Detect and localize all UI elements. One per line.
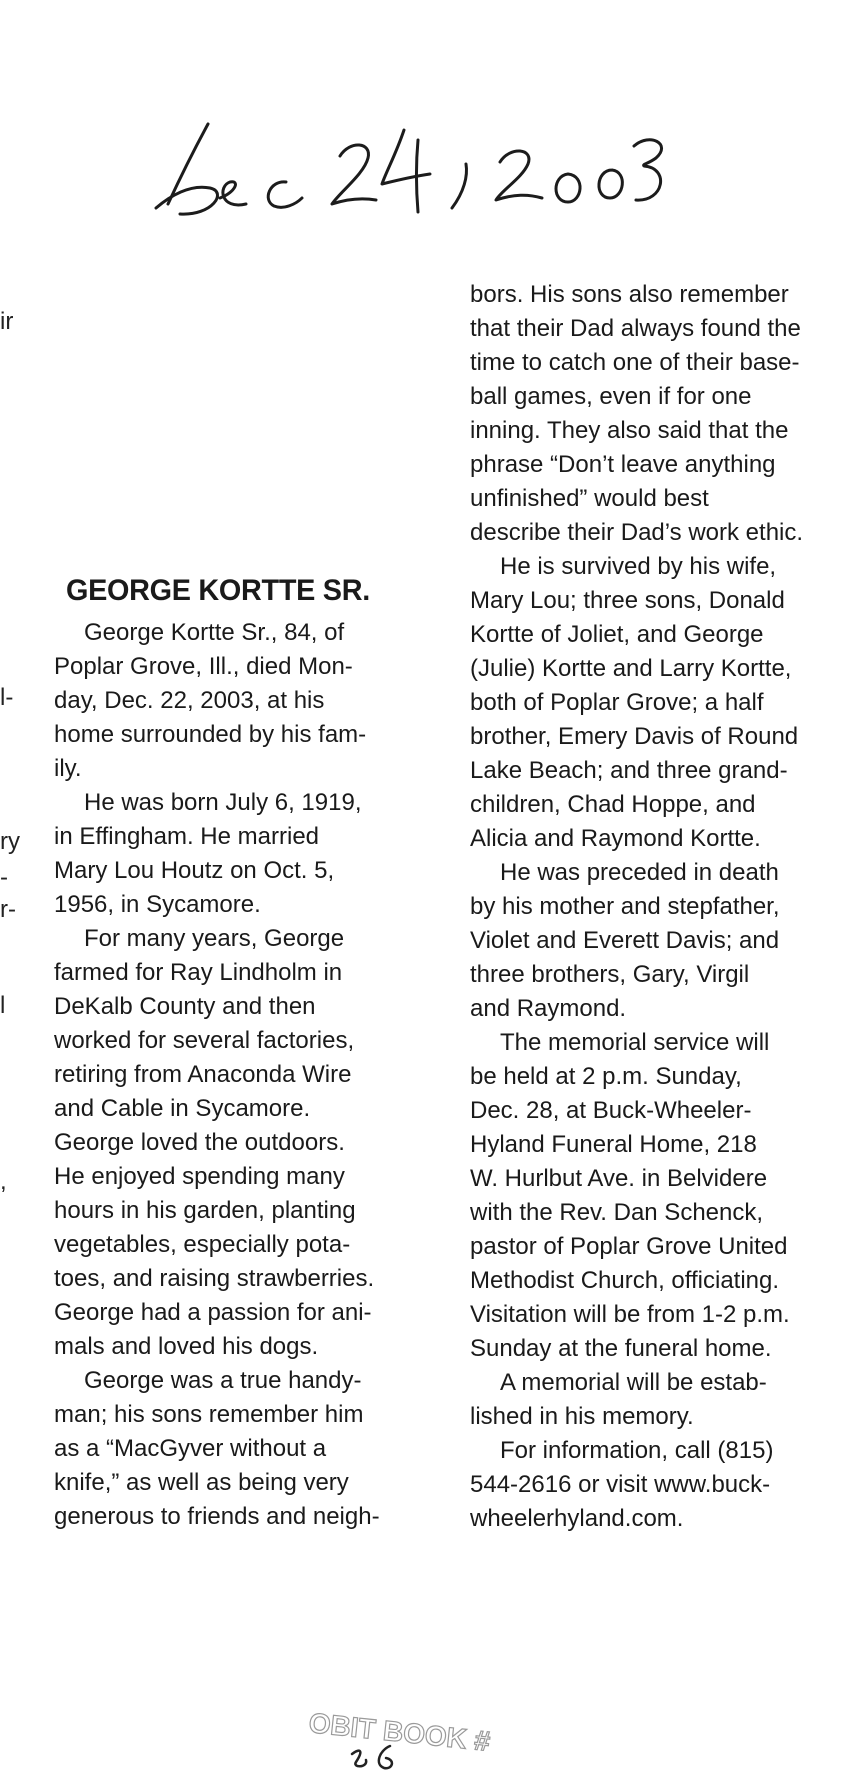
edge-fragment: l- <box>0 684 14 711</box>
left-column-line: For many years, George <box>84 925 345 952</box>
right-column-line: three brothers, Gary, Virgil <box>470 961 750 988</box>
right-column-line: Hyland Funeral Home, 218 <box>470 1131 757 1158</box>
stamp-label: OBIT BOOK # <box>308 1707 492 1757</box>
left-column-line: George Kortte Sr., 84, of <box>84 619 345 646</box>
left-column-line: as a “MacGyver without a <box>54 1435 327 1462</box>
edge-fragment: - <box>0 864 8 891</box>
edge-fragment: ir <box>0 308 14 335</box>
right-column-line: brother, Emery Davis of Round <box>470 723 799 750</box>
right-column-line: Methodist Church, officiating. <box>470 1267 780 1294</box>
right-column <box>470 278 850 1536</box>
right-column-line: time to catch one of their base- <box>470 349 800 376</box>
left-column-line: toes, and raising strawberries. <box>54 1265 375 1292</box>
left-column-line: vegetables, especially pota- <box>54 1231 351 1258</box>
edge-fragment: l <box>0 992 6 1019</box>
right-column-line: be held at 2 p.m. Sunday, <box>470 1063 742 1090</box>
right-column-line: He was preceded in death <box>500 859 779 886</box>
left-column-line: 1956, in Sycamore. <box>54 891 261 918</box>
right-column-line: and Raymond. <box>470 995 627 1022</box>
right-column-line: For information, call (815) <box>500 1437 774 1464</box>
left-column-line: hours in his garden, planting <box>54 1197 356 1224</box>
right-column-line: Alicia and Raymond Kortte. <box>470 825 761 852</box>
left-column-line: DeKalb County and then <box>54 993 316 1020</box>
left-column-line: George had a passion for ani- <box>54 1299 372 1326</box>
right-column-line: Lake Beach; and three grand- <box>470 757 788 784</box>
right-column-line: children, Chad Hoppe, and <box>470 791 756 818</box>
right-column-line: Violet and Everett Davis; and <box>470 927 780 954</box>
right-column-line: by his mother and stepfather, <box>470 893 780 920</box>
obit-book-stamp-drawing <box>308 1690 548 1770</box>
edge-fragment: ry <box>0 828 20 855</box>
left-column-line: Mary Lou Houtz on Oct. 5, <box>54 857 335 884</box>
obit-book-stamp <box>308 1690 548 1770</box>
left-column-line: He enjoyed spending many <box>54 1163 345 1190</box>
left-column-line: man; his sons remember him <box>54 1401 364 1428</box>
right-column-line: both of Poplar Grove; a half <box>470 689 764 716</box>
left-column-line: ily. <box>54 755 82 782</box>
left-column-line: retiring from Anaconda Wire <box>54 1061 352 1088</box>
left-column-line: knife,” as well as being very <box>54 1469 349 1496</box>
right-column-line: Kortte of Joliet, and George <box>470 621 764 648</box>
handwritten-date-drawing <box>150 118 670 228</box>
left-column-line: generous to friends and neigh- <box>54 1503 380 1530</box>
right-column-line: ball games, even if for one <box>470 383 752 410</box>
left-column-line: Poplar Grove, Ill., died Mon- <box>54 653 353 680</box>
edge-fragment: , <box>0 1168 7 1195</box>
right-column-line: bors. His sons also remember <box>470 281 789 308</box>
right-column-line: (Julie) Kortte and Larry Kortte, <box>470 655 792 682</box>
right-column-line: pastor of Poplar Grove United <box>470 1233 788 1260</box>
right-column-line: 544-2616 or visit www.buck- <box>470 1471 771 1498</box>
left-column-line: and Cable in Sycamore. <box>54 1095 311 1122</box>
right-column-line: that their Dad always found the <box>470 315 801 342</box>
left-column-line: He was born July 6, 1919, <box>84 789 362 816</box>
right-column-line: The memorial service will <box>500 1029 770 1056</box>
right-column-line: Mary Lou; three sons, Donald <box>470 587 785 614</box>
left-column-line: farmed for Ray Lindholm in <box>54 959 343 986</box>
handwritten-date <box>150 118 670 228</box>
left-column-line: home surrounded by his fam- <box>54 721 367 748</box>
right-column-line: W. Hurlbut Ave. in Belvidere <box>470 1165 768 1192</box>
left-column-line: mals and loved his dogs. <box>54 1333 319 1360</box>
right-column-line: phrase “Don’t leave anything <box>470 451 776 478</box>
right-column-line: wheelerhyland.com. <box>470 1505 684 1532</box>
obituary-headline: GEORGE KORTTE SR. <box>66 574 370 607</box>
left-column-line: in Effingham. He married <box>54 823 320 850</box>
right-column-line: unfinished” would best <box>470 485 709 512</box>
left-column-line: worked for several factories, <box>54 1027 355 1054</box>
right-column-line: Visitation will be from 1-2 p.m. <box>470 1301 790 1328</box>
left-column-line: day, Dec. 22, 2003, at his <box>54 687 325 714</box>
right-column-line: lished in his memory. <box>470 1403 694 1430</box>
left-column-line: George was a true handy- <box>84 1367 362 1394</box>
right-column-line: describe their Dad’s work ethic. <box>470 519 804 546</box>
right-column-line: He is survived by his wife, <box>500 553 777 580</box>
right-column-line: with the Rev. Dan Schenck, <box>470 1199 764 1226</box>
right-column-line: Sunday at the funeral home. <box>470 1335 772 1362</box>
right-column-line: Dec. 28, at Buck-Wheeler- <box>470 1097 752 1124</box>
left-column <box>54 616 429 1534</box>
right-column-line: inning. They also said that the <box>470 417 789 444</box>
left-column-line: George loved the outdoors. <box>54 1129 345 1156</box>
edge-fragment: r- <box>0 896 16 923</box>
right-column-line: A memorial will be estab- <box>500 1369 767 1396</box>
